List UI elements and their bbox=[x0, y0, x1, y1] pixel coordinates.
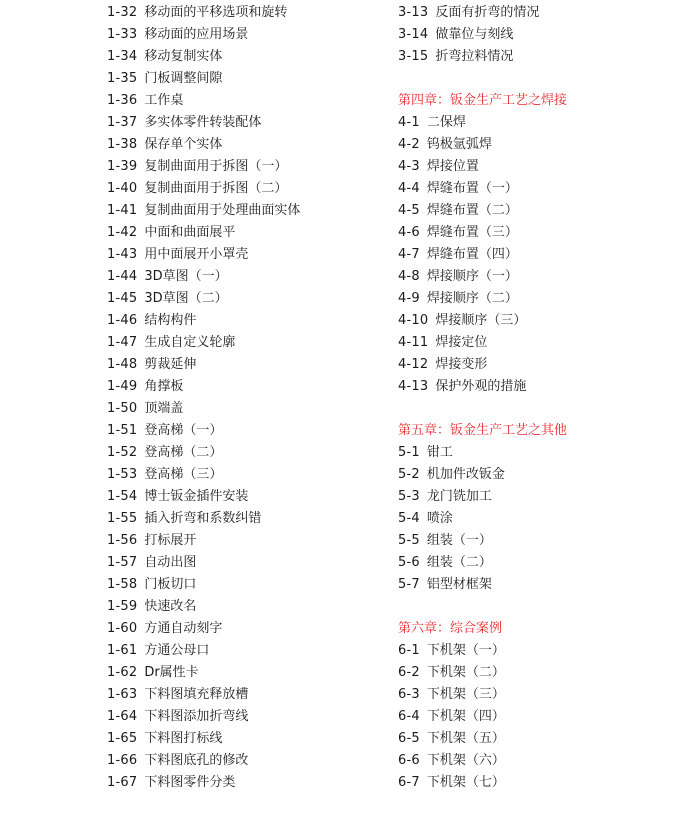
toc-entry bbox=[398, 134, 678, 156]
toc-entry bbox=[107, 134, 367, 156]
toc-entry-number: 4-13 bbox=[398, 379, 429, 394]
toc-entry-title: 组装（一） bbox=[426, 533, 492, 548]
toc-entry bbox=[107, 178, 367, 200]
toc-entry-title: 插入折弯和系数纠错 bbox=[144, 511, 262, 526]
toc-entry-number: 1-32 bbox=[107, 5, 138, 20]
toc-entry bbox=[107, 772, 367, 794]
toc-entry-title: 铝型材框架 bbox=[426, 577, 492, 592]
toc-entry-title: 焊接定位 bbox=[435, 335, 488, 350]
toc-right-column bbox=[398, 2, 678, 794]
toc-entry-title: 保存单个实体 bbox=[144, 137, 223, 152]
toc-entry-number: 5-3 bbox=[398, 489, 420, 504]
toc-entry-title: 登高梯（一） bbox=[144, 423, 223, 438]
toc-entry bbox=[107, 398, 367, 420]
toc-entry bbox=[398, 24, 678, 46]
toc-entry-number: 1-51 bbox=[107, 423, 138, 438]
toc-entry-title: 下机架（一） bbox=[426, 643, 505, 658]
toc-entry-number: 5-5 bbox=[398, 533, 420, 548]
toc-entry-number: 1-48 bbox=[107, 357, 138, 372]
toc-entry-title: 焊缝布置（三） bbox=[426, 225, 518, 240]
toc-entry-title: 喷涂 bbox=[426, 511, 453, 526]
toc-entry-number: 1-54 bbox=[107, 489, 138, 504]
toc-entry-title: 下机架（七） bbox=[426, 775, 505, 790]
toc-entry bbox=[107, 552, 367, 574]
chapter-heading-title: 第四章：钣金生产工艺之焊接 bbox=[398, 93, 568, 108]
toc-entry-number: 4-1 bbox=[398, 115, 420, 130]
toc-entry-number: 5-2 bbox=[398, 467, 420, 482]
toc-entry bbox=[107, 596, 367, 618]
toc-entry bbox=[398, 640, 678, 662]
toc-entry-title: 焊缝布置（一） bbox=[426, 181, 518, 196]
toc-entry bbox=[398, 552, 678, 574]
toc-entry-number: 4-9 bbox=[398, 291, 420, 306]
toc-entry-title: 登高梯（二） bbox=[144, 445, 223, 460]
toc-entry-title: 登高梯（三） bbox=[144, 467, 223, 482]
toc-entry-title: 下料图底孔的修改 bbox=[144, 753, 249, 768]
toc-entry-title: 下料图打标线 bbox=[144, 731, 223, 746]
toc-entry-number: 1-60 bbox=[107, 621, 138, 636]
toc-entry bbox=[107, 530, 367, 552]
toc-entry-number: 1-66 bbox=[107, 753, 138, 768]
toc-entry-number: 1-34 bbox=[107, 49, 138, 64]
toc-entry bbox=[398, 222, 678, 244]
toc-entry-number: 1-46 bbox=[107, 313, 138, 328]
toc-entry-title: 二保焊 bbox=[426, 115, 466, 130]
toc-entry-number: 4-6 bbox=[398, 225, 420, 240]
toc-entry-number: 4-11 bbox=[398, 335, 429, 350]
toc-entry-title: 复制曲面用于拆图（一） bbox=[144, 159, 288, 174]
section-spacer bbox=[398, 68, 678, 90]
toc-entry bbox=[107, 706, 367, 728]
toc-entry-title: 打标展开 bbox=[144, 533, 197, 548]
toc-entry bbox=[398, 662, 678, 684]
toc-entry bbox=[398, 200, 678, 222]
toc-entry-title: 折弯拉料情况 bbox=[435, 49, 514, 64]
toc-entry-number: 1-36 bbox=[107, 93, 138, 108]
section-spacer bbox=[398, 596, 678, 618]
toc-entry-title: 复制曲面用于拆图（二） bbox=[144, 181, 288, 196]
toc-left-column bbox=[107, 2, 367, 794]
toc-entry-title: 下机架（六） bbox=[426, 753, 505, 768]
toc-entry-number: 1-50 bbox=[107, 401, 138, 416]
toc-entry bbox=[107, 464, 367, 486]
toc-entry-number: 4-3 bbox=[398, 159, 420, 174]
toc-entry bbox=[398, 464, 678, 486]
toc-entry-number: 6-3 bbox=[398, 687, 420, 702]
section-spacer bbox=[398, 398, 678, 420]
toc-entry bbox=[398, 706, 678, 728]
chapter-heading-title: 第五章：钣金生产工艺之其他 bbox=[398, 423, 568, 438]
toc-entry-title: 结构构件 bbox=[144, 313, 197, 328]
toc-entry bbox=[107, 376, 367, 398]
toc-entry bbox=[398, 728, 678, 750]
toc-entry-number: 4-2 bbox=[398, 137, 420, 152]
toc-entry bbox=[398, 486, 678, 508]
toc-entry bbox=[398, 2, 678, 24]
toc-entry bbox=[398, 112, 678, 134]
toc-entry-title: 焊缝布置（二） bbox=[426, 203, 518, 218]
toc-entry bbox=[107, 112, 367, 134]
toc-entry bbox=[398, 772, 678, 794]
toc-entry bbox=[107, 2, 367, 24]
chapter-heading-title: 第六章：综合案例 bbox=[398, 621, 503, 636]
toc-entry bbox=[107, 46, 367, 68]
toc-entry bbox=[107, 728, 367, 750]
toc-entry-number: 6-7 bbox=[398, 775, 420, 790]
toc-entry-number: 6-1 bbox=[398, 643, 420, 658]
toc-entry-title: 移动面的平移选项和旋转 bbox=[144, 5, 288, 20]
toc-entry-title: 方通自动刻字 bbox=[144, 621, 223, 636]
toc-entry bbox=[398, 178, 678, 200]
toc-entry-title: 3D草图（二） bbox=[144, 291, 228, 306]
toc-entry bbox=[398, 684, 678, 706]
toc-entry-number: 1-35 bbox=[107, 71, 138, 86]
toc-entry bbox=[107, 332, 367, 354]
toc-entry-number: 4-12 bbox=[398, 357, 429, 372]
toc-entry-title: 生成自定义轮廓 bbox=[144, 335, 236, 350]
toc-entry-title: 博士钣金插件安装 bbox=[144, 489, 249, 504]
toc-entry-number: 1-45 bbox=[107, 291, 138, 306]
toc-entry-title: 角撑板 bbox=[144, 379, 184, 394]
toc-entry-number: 1-62 bbox=[107, 665, 138, 680]
toc-entry-title: 3D草图（一） bbox=[144, 269, 228, 284]
toc-entry bbox=[398, 332, 678, 354]
toc-entry-number: 3-14 bbox=[398, 27, 429, 42]
toc-entry-title: 机加件改钣金 bbox=[426, 467, 505, 482]
toc-entry-title: 移动复制实体 bbox=[144, 49, 223, 64]
toc-entry bbox=[398, 266, 678, 288]
toc-entry bbox=[107, 156, 367, 178]
toc-entry-number: 1-47 bbox=[107, 335, 138, 350]
toc-entry-number: 1-64 bbox=[107, 709, 138, 724]
toc-entry-number: 4-10 bbox=[398, 313, 429, 328]
toc-entry bbox=[398, 310, 678, 332]
toc-entry-number: 1-63 bbox=[107, 687, 138, 702]
toc-entry-number: 1-38 bbox=[107, 137, 138, 152]
toc-entry-title: 下机架（五） bbox=[426, 731, 505, 746]
toc-entry bbox=[107, 442, 367, 464]
chapter-heading bbox=[398, 420, 678, 442]
toc-entry bbox=[398, 574, 678, 596]
toc-entry bbox=[107, 310, 367, 332]
toc-entry bbox=[398, 442, 678, 464]
toc-entry bbox=[398, 354, 678, 376]
toc-entry-number: 1-59 bbox=[107, 599, 138, 614]
toc-entry-title: 门板切口 bbox=[144, 577, 197, 592]
toc-entry-number: 1-61 bbox=[107, 643, 138, 658]
toc-entry-title: Dr属性卡 bbox=[144, 665, 199, 680]
toc-entry-number: 1-39 bbox=[107, 159, 138, 174]
toc-entry bbox=[398, 750, 678, 772]
toc-entry-title: 下机架（二） bbox=[426, 665, 505, 680]
toc-entry-number: 1-58 bbox=[107, 577, 138, 592]
toc-entry-number: 1-53 bbox=[107, 467, 138, 482]
toc-entry-number: 5-6 bbox=[398, 555, 420, 570]
toc-entry-number: 1-43 bbox=[107, 247, 138, 262]
toc-entry-title: 下料图零件分类 bbox=[144, 775, 236, 790]
toc-entry-number: 1-56 bbox=[107, 533, 138, 548]
toc-entry-number: 4-8 bbox=[398, 269, 420, 284]
toc-entry-number: 1-42 bbox=[107, 225, 138, 240]
toc-entry-number: 4-5 bbox=[398, 203, 420, 218]
toc-entry bbox=[107, 684, 367, 706]
toc-entry bbox=[107, 244, 367, 266]
toc-entry bbox=[107, 200, 367, 222]
toc-entry-title: 自动出图 bbox=[144, 555, 197, 570]
toc-entry-title: 保护外观的措施 bbox=[435, 379, 527, 394]
toc-entry bbox=[107, 354, 367, 376]
toc-entry-title: 快速改名 bbox=[144, 599, 197, 614]
toc-entry-number: 1-55 bbox=[107, 511, 138, 526]
toc-entry-title: 下料图填充释放槽 bbox=[144, 687, 249, 702]
toc-entry-title: 多实体零件转装配体 bbox=[144, 115, 262, 130]
toc-entry-number: 1-40 bbox=[107, 181, 138, 196]
toc-entry bbox=[107, 508, 367, 530]
toc-entry-number: 5-7 bbox=[398, 577, 420, 592]
toc-entry-number: 3-13 bbox=[398, 5, 429, 20]
toc-entry bbox=[107, 266, 367, 288]
toc-entry-title: 方通公母口 bbox=[144, 643, 210, 658]
toc-entry bbox=[107, 662, 367, 684]
toc-entry-title: 下机架（四） bbox=[426, 709, 505, 724]
toc-entry-title: 门板调整间隙 bbox=[144, 71, 223, 86]
toc-entry-number: 1-41 bbox=[107, 203, 138, 218]
toc-entry bbox=[398, 288, 678, 310]
toc-entry-number: 6-5 bbox=[398, 731, 420, 746]
toc-entry-number: 1-37 bbox=[107, 115, 138, 130]
toc-entry-title: 下料图添加折弯线 bbox=[144, 709, 249, 724]
toc-entry-number: 1-65 bbox=[107, 731, 138, 746]
toc-entry bbox=[107, 486, 367, 508]
toc-entry-title: 钳工 bbox=[426, 445, 453, 460]
toc-entry bbox=[398, 376, 678, 398]
toc-entry-number: 1-67 bbox=[107, 775, 138, 790]
toc-entry bbox=[398, 46, 678, 68]
toc-entry-number: 5-4 bbox=[398, 511, 420, 526]
chapter-heading bbox=[398, 618, 678, 640]
toc-entry-number: 6-6 bbox=[398, 753, 420, 768]
toc-entry-title: 做靠位与刻线 bbox=[435, 27, 514, 42]
toc-entry bbox=[107, 68, 367, 90]
toc-entry-number: 4-7 bbox=[398, 247, 420, 262]
toc-entry-title: 钨极氩弧焊 bbox=[426, 137, 492, 152]
toc-entry-number: 1-57 bbox=[107, 555, 138, 570]
toc-entry-title: 中面和曲面展平 bbox=[144, 225, 236, 240]
toc-entry-title: 焊接变形 bbox=[435, 357, 488, 372]
toc-entry bbox=[107, 750, 367, 772]
toc-entry bbox=[107, 574, 367, 596]
toc-entry bbox=[107, 288, 367, 310]
toc-entry-title: 焊接顺序（二） bbox=[426, 291, 518, 306]
toc-entry-number: 1-44 bbox=[107, 269, 138, 284]
toc-entry bbox=[398, 244, 678, 266]
toc-entry-title: 工作桌 bbox=[144, 93, 184, 108]
toc-entry-number: 6-4 bbox=[398, 709, 420, 724]
toc-entry bbox=[107, 420, 367, 442]
toc-entry-number: 1-52 bbox=[107, 445, 138, 460]
toc-entry-title: 焊缝布置（四） bbox=[426, 247, 518, 262]
toc-entry-title: 焊接位置 bbox=[426, 159, 479, 174]
toc-entry-number: 1-49 bbox=[107, 379, 138, 394]
chapter-heading bbox=[398, 90, 678, 112]
toc-entry-title: 反面有折弯的情况 bbox=[435, 5, 540, 20]
toc-entry-title: 顶端盖 bbox=[144, 401, 184, 416]
toc-entry-title: 焊接顺序（一） bbox=[426, 269, 518, 284]
toc-entry-number: 3-15 bbox=[398, 49, 429, 64]
toc-entry bbox=[107, 24, 367, 46]
toc-entry-number: 5-1 bbox=[398, 445, 420, 460]
toc-entry bbox=[107, 222, 367, 244]
toc-entry bbox=[107, 640, 367, 662]
toc-entry-title: 焊接顺序（三） bbox=[435, 313, 527, 328]
toc-entry bbox=[398, 508, 678, 530]
toc-entry-number: 6-2 bbox=[398, 665, 420, 680]
toc-entry-title: 用中面展开小罩壳 bbox=[144, 247, 249, 262]
toc-entry-title: 龙门铣加工 bbox=[426, 489, 492, 504]
toc-entry-number: 1-33 bbox=[107, 27, 138, 42]
toc-entry bbox=[107, 618, 367, 640]
toc-entry-title: 组装（二） bbox=[426, 555, 492, 570]
toc-entry bbox=[398, 156, 678, 178]
toc-entry-title: 移动面的应用场景 bbox=[144, 27, 249, 42]
toc-entry-title: 复制曲面用于处理曲面实体 bbox=[144, 203, 301, 218]
toc-entry-number: 4-4 bbox=[398, 181, 420, 196]
toc-entry-title: 剪裁延伸 bbox=[144, 357, 197, 372]
toc-entry-title: 下机架（三） bbox=[426, 687, 505, 702]
toc-entry bbox=[107, 90, 367, 112]
toc-entry bbox=[398, 530, 678, 552]
